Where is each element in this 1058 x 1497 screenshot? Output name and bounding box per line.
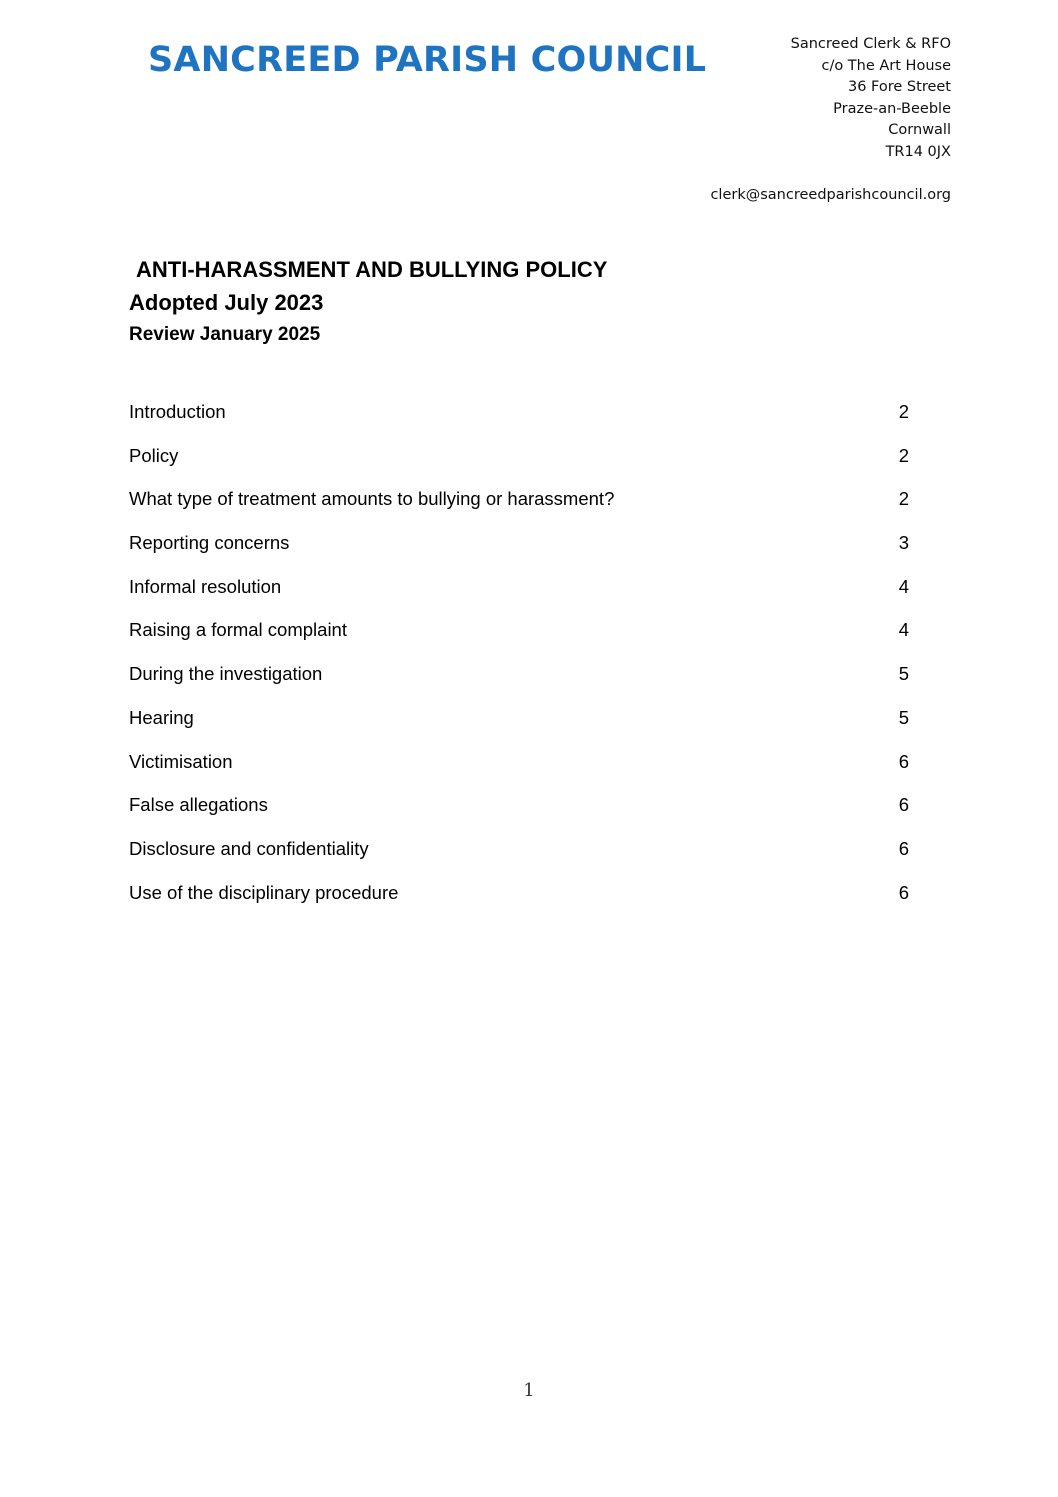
toc-entry-page: 2: [898, 401, 909, 422]
council-name: SANCREED PARISH COUNCIL: [148, 40, 707, 80]
clerk-email: clerk@sancreedparishcouncil.org: [710, 186, 951, 203]
page-number: 1: [523, 1380, 535, 1401]
toc-entry-title: Policy: [129, 444, 179, 466]
toc-entry: [129, 704, 909, 748]
table-of-contents: [129, 398, 909, 922]
toc-entry-title: Informal resolution: [129, 575, 282, 597]
clerk-address-block: [710, 34, 951, 206]
toc-entry-page: 5: [898, 706, 909, 728]
toc-entry-page: 4: [898, 575, 909, 597]
address-line: TR14 0JX: [885, 143, 951, 160]
review-date: Review January 2025: [129, 324, 321, 345]
toc-entry-title: Raising a formal complaint: [129, 619, 347, 641]
toc-entry: [129, 835, 909, 879]
address-line: Cornwall: [888, 122, 951, 138]
toc-entry-title: Disclosure and confidentiality: [129, 837, 369, 859]
address-line: Praze-an-Beeble: [833, 100, 951, 117]
toc-entry-page: 5: [898, 663, 909, 685]
address-line: c/o The Art House: [821, 57, 951, 74]
toc-entry: [129, 791, 909, 835]
toc-entry-page: 2: [898, 444, 909, 466]
toc-entry: [129, 616, 909, 660]
address-line: 36 Fore Street: [848, 79, 951, 95]
toc-entry-title: False allegations: [129, 794, 268, 816]
toc-entry-page: 6: [898, 794, 909, 816]
adopted-date: Adopted July 2023: [129, 290, 324, 315]
toc-entry-page: 6: [898, 750, 909, 772]
address-line: Sancreed Clerk & RFO: [790, 36, 951, 52]
toc-entry: [129, 398, 909, 442]
toc-entry-title: Introduction: [129, 401, 226, 422]
toc-entry-title: What type of treatment amounts to bullying or harassment?: [129, 488, 615, 510]
toc-entry-title: Hearing: [129, 706, 194, 728]
toc-entry-page: 6: [898, 881, 909, 903]
toc-entry: [129, 529, 909, 573]
toc-entry: [129, 879, 909, 923]
toc-entry: [129, 442, 909, 486]
toc-entry-page: 2: [898, 488, 909, 510]
toc-entry: [129, 660, 909, 704]
toc-entry-page: 6: [898, 837, 909, 859]
toc-entry-title: Use of the disciplinary procedure: [129, 881, 399, 903]
toc-entry-title: Reporting concerns: [129, 532, 290, 554]
toc-entry-title: During the investigation: [129, 663, 323, 685]
toc-entry-page: 3: [898, 532, 909, 554]
document-title: ANTI-HARASSMENT AND BULLYING POLICY: [136, 257, 608, 282]
toc-entry-title: Victimisation: [129, 750, 233, 772]
toc-entry: [129, 573, 909, 617]
toc-entry: [129, 485, 909, 529]
toc-entry-page: 4: [898, 619, 909, 641]
toc-entry: [129, 748, 909, 792]
